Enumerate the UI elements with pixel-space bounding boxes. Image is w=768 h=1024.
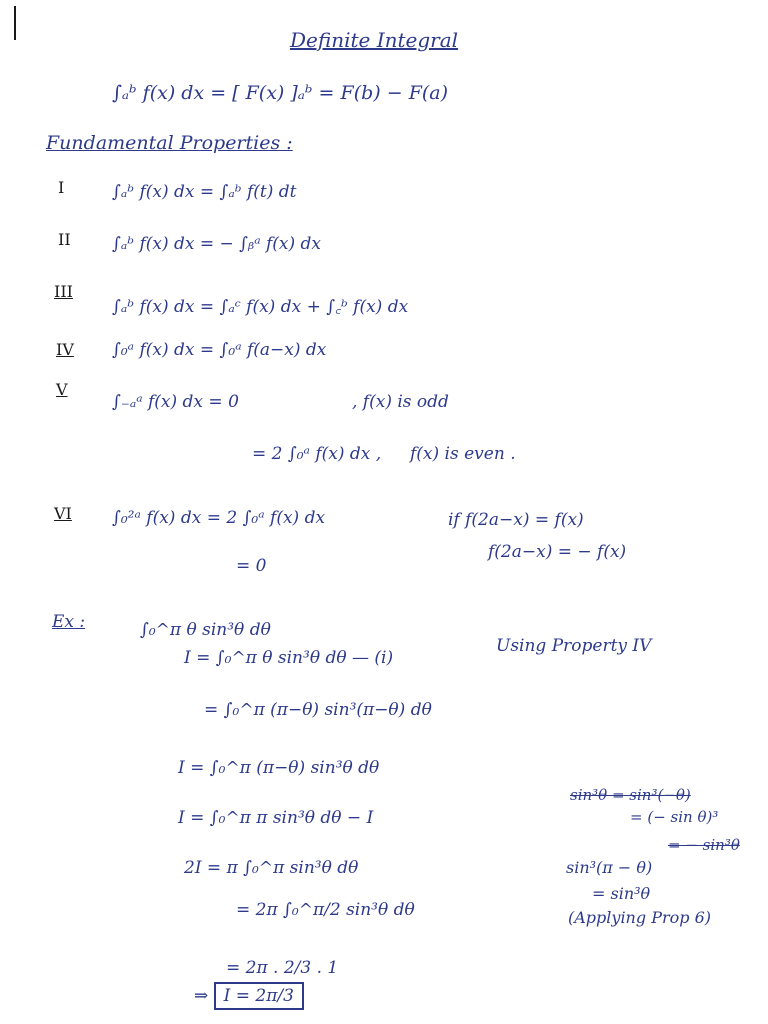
example-label: Ex : bbox=[52, 612, 86, 632]
property-formula-3: ∫ₐᵇ f(x) dx = ∫ₐᶜ f(x) dx + ∫꜀ᵇ f(x) dx bbox=[112, 297, 409, 317]
side-note-6: (Applying Prop 6) bbox=[568, 908, 711, 927]
final-answer: ⇒ I = 2π/3 bbox=[194, 986, 304, 1006]
example-line-7: = 2π ∫₀^π/2 sin³θ dθ bbox=[236, 900, 415, 920]
side-note-4: sin³(π − θ) bbox=[566, 858, 653, 877]
example-line-6: 2I = π ∫₀^π sin³θ dθ bbox=[184, 858, 359, 878]
property-formula-6b: = 0 bbox=[236, 556, 267, 576]
example-line-2: I = ∫₀^π θ sin³θ dθ — (i) bbox=[184, 648, 394, 668]
property-label-6: VI bbox=[54, 504, 72, 523]
property-formula-5: ∫₋ₐᵃ f(x) dx = 0 bbox=[112, 392, 239, 412]
property-label-3: III bbox=[54, 282, 73, 301]
answer-box: I = 2π/3 bbox=[214, 982, 304, 1010]
side-note-3: = − sin³θ bbox=[668, 836, 740, 854]
definition-formula: ∫ₐᵇ f(x) dx = [ F(x) ]ₐᵇ = F(b) − F(a) bbox=[112, 82, 449, 104]
property-condition-even: f(x) is even . bbox=[410, 444, 516, 464]
example-line-3: = ∫₀^π (π−θ) sin³(π−θ) dθ bbox=[204, 700, 432, 720]
property-condition-6b: f(2a−x) = − f(x) bbox=[488, 542, 627, 562]
property-label-1: I bbox=[58, 178, 65, 197]
property-formula-1: ∫ₐᵇ f(x) dx = ∫ₐᵇ f(t) dt bbox=[112, 182, 297, 202]
property-formula-even: = 2 ∫₀ᵃ f(x) dx , bbox=[252, 444, 382, 464]
property-label-2: II bbox=[58, 230, 71, 249]
example-line-1: ∫₀^π θ sin³θ dθ bbox=[140, 620, 271, 640]
example-line-5: I = ∫₀^π π sin³θ dθ − I bbox=[178, 808, 374, 828]
property-condition-6a: if f(2a−x) = f(x) bbox=[448, 510, 584, 530]
property-formula-6: ∫₀²ᵃ f(x) dx = 2 ∫₀ᵃ f(x) dx bbox=[112, 508, 326, 528]
example-line-8: = 2π . 2/3 . 1 bbox=[226, 958, 339, 978]
side-note-5: = sin³θ bbox=[592, 884, 651, 903]
side-note-2: = (− sin θ)³ bbox=[630, 808, 719, 826]
property-label-5: V bbox=[56, 380, 68, 399]
example-line-4: I = ∫₀^π (π−θ) sin³θ dθ bbox=[178, 758, 380, 778]
property-condition-5: , f(x) is odd bbox=[352, 392, 449, 412]
side-note-1: sin³θ = sin³(−θ) bbox=[570, 786, 691, 804]
property-label-4: IV bbox=[56, 340, 74, 359]
property-formula-4: ∫₀ᵃ f(x) dx = ∫₀ᵃ f(a−x) dx bbox=[112, 340, 327, 360]
margin-mark bbox=[14, 6, 16, 40]
using-note: Using Property IV bbox=[496, 636, 652, 656]
page-title: Definite Integral bbox=[290, 28, 459, 52]
property-formula-2: ∫ₐᵇ f(x) dx = − ∫ᵦᵃ f(x) dx bbox=[112, 234, 322, 254]
section-heading: Fundamental Properties : bbox=[46, 132, 293, 154]
